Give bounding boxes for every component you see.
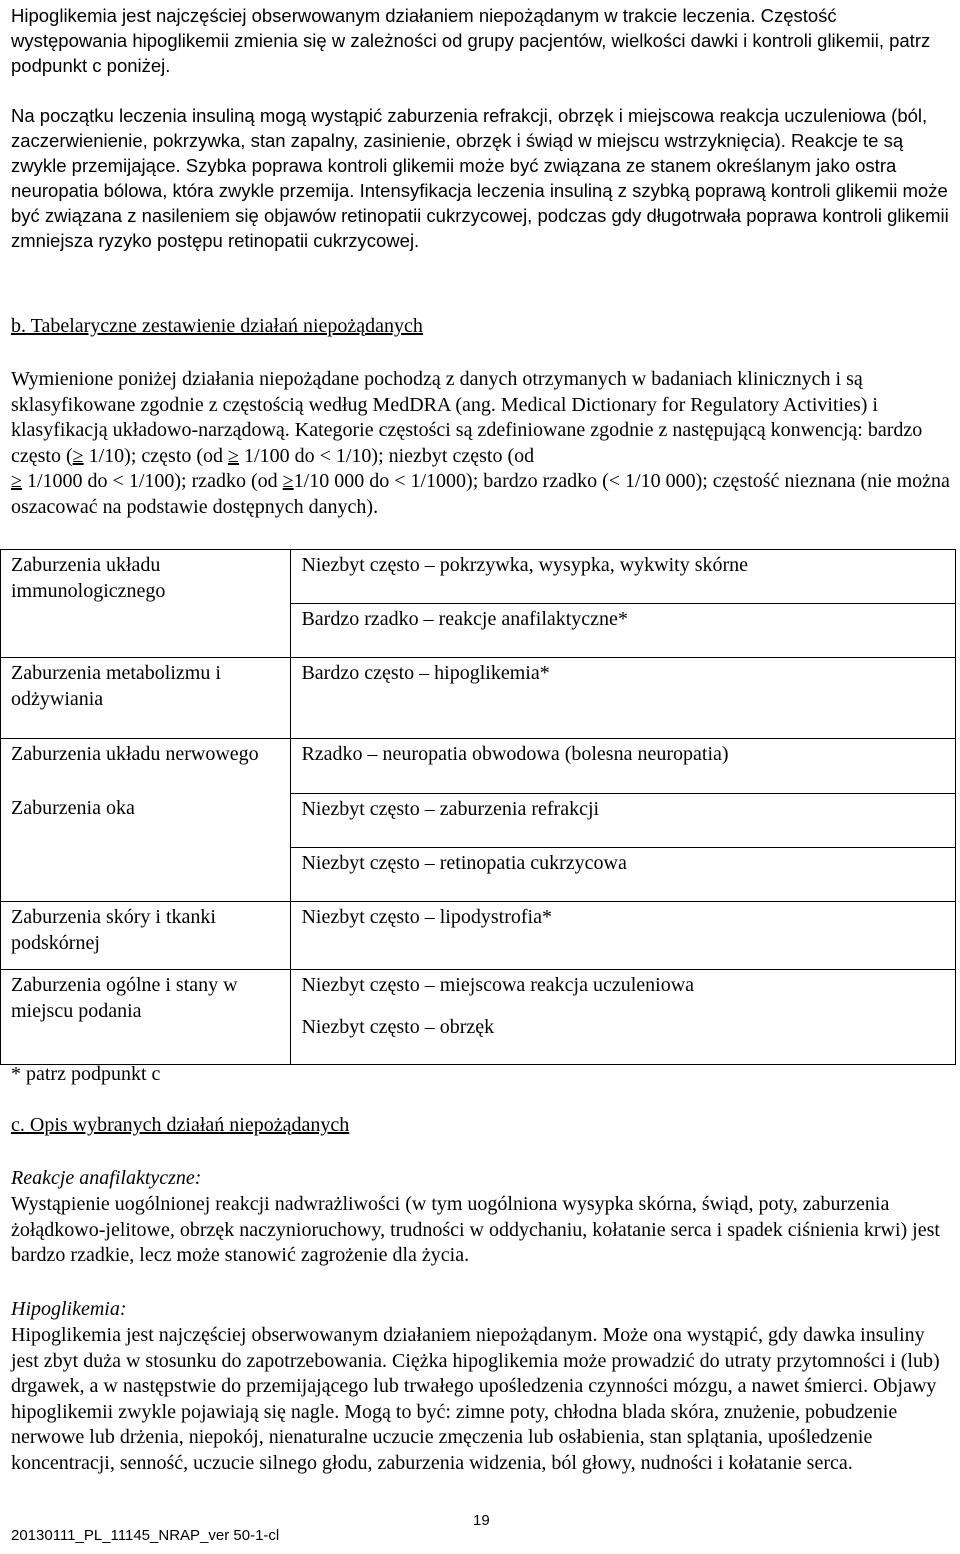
effect-lipodystrophy: Niezbyt często – lipodystrofia* <box>291 901 956 969</box>
table-row <box>1 793 956 847</box>
intro-part-1: Wymienione poniżej działania niepożądane pochodzą z danych otrzymanych w badaniach klinicznych i są sklasyfikowane zgodnie z częstością według MedDRA (ang. Medical Dictionary for Regulatory Activities) i klasyfikacją układowo-narządową. Kategorie częstości są zdefiniowane zgodnie z następującą konwencją: bardzo często ( <box>11 368 923 467</box>
table-row <box>1 969 956 1012</box>
document-code: 20130111_PL_11145_NRAP_ver 50-1-cl <box>11 1527 280 1544</box>
adverse-effects-table <box>0 549 956 1065</box>
intro-part-5: 1/10 000 do < 1/1000); bardzo rzadko (< 1/10 000); częstość nieznana (nie można oszacować na podstawie dostępnych danych). <box>11 470 950 518</box>
intro-paragraph-2: Na początku leczenia insuliną mogą wystąpić zaburzenia refrakcji, obrzęk i miejscowa reakcja uczuleniowa (ból, zaczerwienienie, pokrzywka, stan zapalny, zasinienie, obrzęk i świąd w miejscu wstrzyknięcia). Reakcje te są zwykle przemijające. Szybka poprawa kontroli glikemii może być związana ze stanem określanym jako ostra neuropatia bólowa, która zwykle przemija. Intensyfikacja leczenia insuliną z szybką poprawą kontroli glikemii może być związana z nasileniem się objawów retinopatii cukrzycowej, podczas gdy długotrwała poprawa kontroli glikemii zmniejsza ryzyko postępu retinopatii cukrzycowej. <box>11 105 949 251</box>
hypoglycemia-heading: Hipoglikemia: <box>11 1298 127 1320</box>
table-row <box>1 739 956 794</box>
effect-neuropathy: Rzadko – neuropatia obwodowa (bolesna neuropatia) <box>291 739 956 794</box>
table-row <box>1 901 956 969</box>
effect-refraction: Niezbyt często – zaburzenia refrakcji <box>291 793 956 847</box>
geq-symbol: ≥ <box>282 470 294 492</box>
soc-general: Zaburzenia ogólne i stany w miejscu podania <box>1 969 291 1064</box>
intro-part-3: 1/100 do < 1/10); niezbyt często (od <box>239 444 535 467</box>
page-number: 19 <box>473 1512 490 1529</box>
table-row <box>1 658 956 739</box>
soc-eye: Zaburzenia oka <box>1 793 291 901</box>
soc-immune: Zaburzenia układu immunologicznego <box>1 550 291 658</box>
effect-urticaria: Niezbyt często – pokrzywka, wysypka, wykwity skórne <box>291 550 956 604</box>
section-b-intro <box>11 367 951 520</box>
section-c-heading: c. Opis wybranych działań niepożądanych <box>11 1114 350 1136</box>
effect-anaphylactic: Bardzo rzadko – reakcje anafilaktyczne* <box>291 604 956 658</box>
anaphylactic-text: Wystąpienie uogólnionej reakcji nadwrażliwości (w tym uogólniona wysypka skórna, świąd, poty, zaburzenia żołądkowo-jelitowe, obrzęk naczynioruchowy, trudności w oddychaniu, kołatanie serca i spadek ciśnienia krwi) jest bardzo rzadkie, lecz może stanowić zagrożenie dla życia. <box>11 1193 940 1266</box>
intro-paragraph-1: Hipoglikemia jest najczęściej obserwowanym działaniem niepożądanym w trakcie leczenia. Częstość występowania hipoglikemii zmienia się w zależności od grupy pacjentów, wielkości dawki i kontroli glikemii, patrz podpunkt c poniżej. <box>11 5 931 76</box>
table-row <box>1 550 956 604</box>
hypoglycemia-text: Hipoglikemia jest najczęściej obserwowanym działaniem niepożądanym. Może ona wystąpić, gdy dawka insuliny jest zbyt duża w stosunku do zapotrzebowania. Ciężka hipoglikemia może prowadzić do utraty przytomności i (lub) drgawek, a w następstwie do przemijającego lub trwałego upośledzenia czynności mózgu, a nawet śmierci. Objawy hipoglikemii zwykle pojawiają się nagle. Mogą to być: zimne poty, chłodna blada skóra, znużenie, pobudzenie nerwowe lub drżenia, niepokój, nienaturalne uczucie zmęczenia lub osłabienia, stan splątania, upośledzenie koncentracji, senność, uczucie silnego głodu, zaburzenia widzenia, ból głowy, nudności i kołatanie serca. <box>11 1324 940 1474</box>
effect-hypoglycemia: Bardzo często – hipoglikemia* <box>291 658 956 739</box>
effect-local-reaction: Niezbyt często – miejscowa reakcja uczuleniowa <box>291 969 956 1012</box>
section-b-heading: b. Tabelaryczne zestawienie działań niepożądanych <box>11 315 423 337</box>
soc-metabolism: Zaburzenia metabolizmu i odżywiania <box>1 658 291 739</box>
anaphylactic-heading: Reakcje anafilaktyczne: <box>11 1167 202 1189</box>
geq-symbol: ≥ <box>11 470 22 492</box>
intro-part-4: 1/1000 do < 1/100); rzadko (od <box>21 470 283 492</box>
geq-symbol: ≥ <box>72 444 84 467</box>
soc-nervous: Zaburzenia układu nerwowego <box>1 739 291 794</box>
soc-skin: Zaburzenia skóry i tkanki podskórnej <box>1 901 291 969</box>
geq-symbol: ≥ <box>228 444 240 467</box>
intro-part-2: 1/10); często (od <box>83 444 229 467</box>
effect-edema: Niezbyt często – obrzęk <box>291 1012 956 1065</box>
table-footnote: * patrz podpunkt c <box>11 1063 161 1085</box>
effect-retinopathy: Niezbyt często – retinopatia cukrzycowa <box>291 847 956 901</box>
